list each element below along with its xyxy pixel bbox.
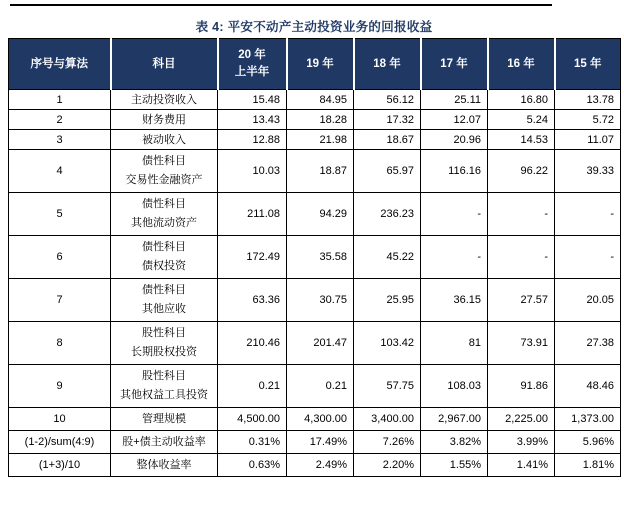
value-cell: 21.98 xyxy=(287,130,354,150)
value-cell: 35.58 xyxy=(287,236,354,279)
value-cell: 116.16 xyxy=(421,150,488,193)
value-cell: 108.03 xyxy=(421,365,488,408)
value-cell: 3.82% xyxy=(421,431,488,454)
value-cell: 0.31% xyxy=(218,431,287,454)
value-cell: - xyxy=(488,236,555,279)
row-id-cell: (1+3)/10 xyxy=(9,454,111,477)
table-body xyxy=(9,90,621,477)
table-row xyxy=(9,90,621,110)
value-cell: 0.63% xyxy=(218,454,287,477)
value-cell: 27.57 xyxy=(488,279,555,322)
value-cell: 17.32 xyxy=(354,110,421,130)
value-cell: - xyxy=(555,236,621,279)
value-cell: 211.08 xyxy=(218,193,287,236)
value-cell: 57.75 xyxy=(354,365,421,408)
value-cell: 30.75 xyxy=(287,279,354,322)
value-cell: 15.48 xyxy=(218,90,287,110)
value-cell: - xyxy=(421,236,488,279)
value-cell: - xyxy=(421,193,488,236)
table-row xyxy=(9,322,621,365)
row-id-cell: 4 xyxy=(9,150,111,193)
value-cell: 11.07 xyxy=(555,130,621,150)
value-cell: 27.38 xyxy=(555,322,621,365)
row-id-cell: 1 xyxy=(9,90,111,110)
column-header: 18 年 xyxy=(354,39,421,90)
subject-cell: 股性科目 长期股权投资 xyxy=(111,322,218,365)
row-id-cell: 2 xyxy=(9,110,111,130)
table-row xyxy=(9,454,621,477)
column-header: 16 年 xyxy=(488,39,555,90)
value-cell: 18.67 xyxy=(354,130,421,150)
value-cell: 81 xyxy=(421,322,488,365)
value-cell: 103.42 xyxy=(354,322,421,365)
value-cell: 65.97 xyxy=(354,150,421,193)
column-header: 20 年 上半年 xyxy=(218,39,287,90)
value-cell: 45.22 xyxy=(354,236,421,279)
value-cell: 16.80 xyxy=(488,90,555,110)
column-header: 科目 xyxy=(111,39,218,90)
value-cell: 5.72 xyxy=(555,110,621,130)
subject-cell: 整体收益率 xyxy=(111,454,218,477)
value-cell: 0.21 xyxy=(218,365,287,408)
value-cell: 1,373.00 xyxy=(555,408,621,431)
table-row xyxy=(9,408,621,431)
value-cell: 3.99% xyxy=(488,431,555,454)
value-cell: 5.96% xyxy=(555,431,621,454)
row-id-cell: 5 xyxy=(9,193,111,236)
value-cell: 236.23 xyxy=(354,193,421,236)
column-header: 序号与算法 xyxy=(9,39,111,90)
row-id-cell: 3 xyxy=(9,130,111,150)
row-id-cell: 6 xyxy=(9,236,111,279)
table-header xyxy=(9,39,621,90)
table-row xyxy=(9,431,621,454)
value-cell: 2,967.00 xyxy=(421,408,488,431)
value-cell: 25.95 xyxy=(354,279,421,322)
value-cell: 201.47 xyxy=(287,322,354,365)
subject-cell: 债性科目 债权投资 xyxy=(111,236,218,279)
value-cell: 0.21 xyxy=(287,365,354,408)
table-title: 表 4: 平安不动产主动投资业务的回报收益 xyxy=(195,20,433,34)
value-cell: 94.29 xyxy=(287,193,354,236)
subject-cell: 财务费用 xyxy=(111,110,218,130)
subject-cell: 股+债主动收益率 xyxy=(111,431,218,454)
value-cell: 17.49% xyxy=(287,431,354,454)
value-cell: 18.87 xyxy=(287,150,354,193)
value-cell: 2,225.00 xyxy=(488,408,555,431)
value-cell: 4,300.00 xyxy=(287,408,354,431)
subject-cell: 债性科目 其他应收 xyxy=(111,279,218,322)
subject-cell: 股性科目 其他权益工具投资 xyxy=(111,365,218,408)
value-cell: 14.53 xyxy=(488,130,555,150)
subject-cell: 债性科目 交易性金融资产 xyxy=(111,150,218,193)
table-row xyxy=(9,279,621,322)
value-cell: 2.49% xyxy=(287,454,354,477)
value-cell: 4,500.00 xyxy=(218,408,287,431)
value-cell: 96.22 xyxy=(488,150,555,193)
value-cell: 56.12 xyxy=(354,90,421,110)
top-divider-rule xyxy=(10,4,552,6)
column-header: 17 年 xyxy=(421,39,488,90)
row-id-cell: 8 xyxy=(9,322,111,365)
value-cell: 48.46 xyxy=(555,365,621,408)
value-cell: 210.46 xyxy=(218,322,287,365)
value-cell: 1.41% xyxy=(488,454,555,477)
value-cell: 25.11 xyxy=(421,90,488,110)
returns-table xyxy=(8,38,621,477)
subject-cell: 管理规模 xyxy=(111,408,218,431)
subject-cell: 主动投资收入 xyxy=(111,90,218,110)
value-cell: 18.28 xyxy=(287,110,354,130)
value-cell: 2.20% xyxy=(354,454,421,477)
value-cell: 172.49 xyxy=(218,236,287,279)
table-row xyxy=(9,236,621,279)
value-cell: 12.88 xyxy=(218,130,287,150)
table-row xyxy=(9,130,621,150)
value-cell: 10.03 xyxy=(218,150,287,193)
value-cell: - xyxy=(555,193,621,236)
value-cell: 63.36 xyxy=(218,279,287,322)
row-id-cell: 10 xyxy=(9,408,111,431)
header-row xyxy=(9,39,621,90)
value-cell: 13.43 xyxy=(218,110,287,130)
value-cell: - xyxy=(488,193,555,236)
value-cell: 12.07 xyxy=(421,110,488,130)
column-header: 19 年 xyxy=(287,39,354,90)
value-cell: 7.26% xyxy=(354,431,421,454)
value-cell: 3,400.00 xyxy=(354,408,421,431)
value-cell: 84.95 xyxy=(287,90,354,110)
value-cell: 1.81% xyxy=(555,454,621,477)
value-cell: 39.33 xyxy=(555,150,621,193)
column-header: 15 年 xyxy=(555,39,621,90)
subject-cell: 被动收入 xyxy=(111,130,218,150)
subject-cell: 债性科目 其他流动资产 xyxy=(111,193,218,236)
table-row xyxy=(9,110,621,130)
value-cell: 36.15 xyxy=(421,279,488,322)
table-row xyxy=(9,150,621,193)
value-cell: 5.24 xyxy=(488,110,555,130)
row-id-cell: 9 xyxy=(9,365,111,408)
table-row xyxy=(9,365,621,408)
value-cell: 73.91 xyxy=(488,322,555,365)
row-id-cell: (1-2)/sum(4:9) xyxy=(9,431,111,454)
value-cell: 20.96 xyxy=(421,130,488,150)
table-row xyxy=(9,193,621,236)
row-id-cell: 7 xyxy=(9,279,111,322)
value-cell: 20.05 xyxy=(555,279,621,322)
value-cell: 13.78 xyxy=(555,90,621,110)
value-cell: 91.86 xyxy=(488,365,555,408)
value-cell: 1.55% xyxy=(421,454,488,477)
